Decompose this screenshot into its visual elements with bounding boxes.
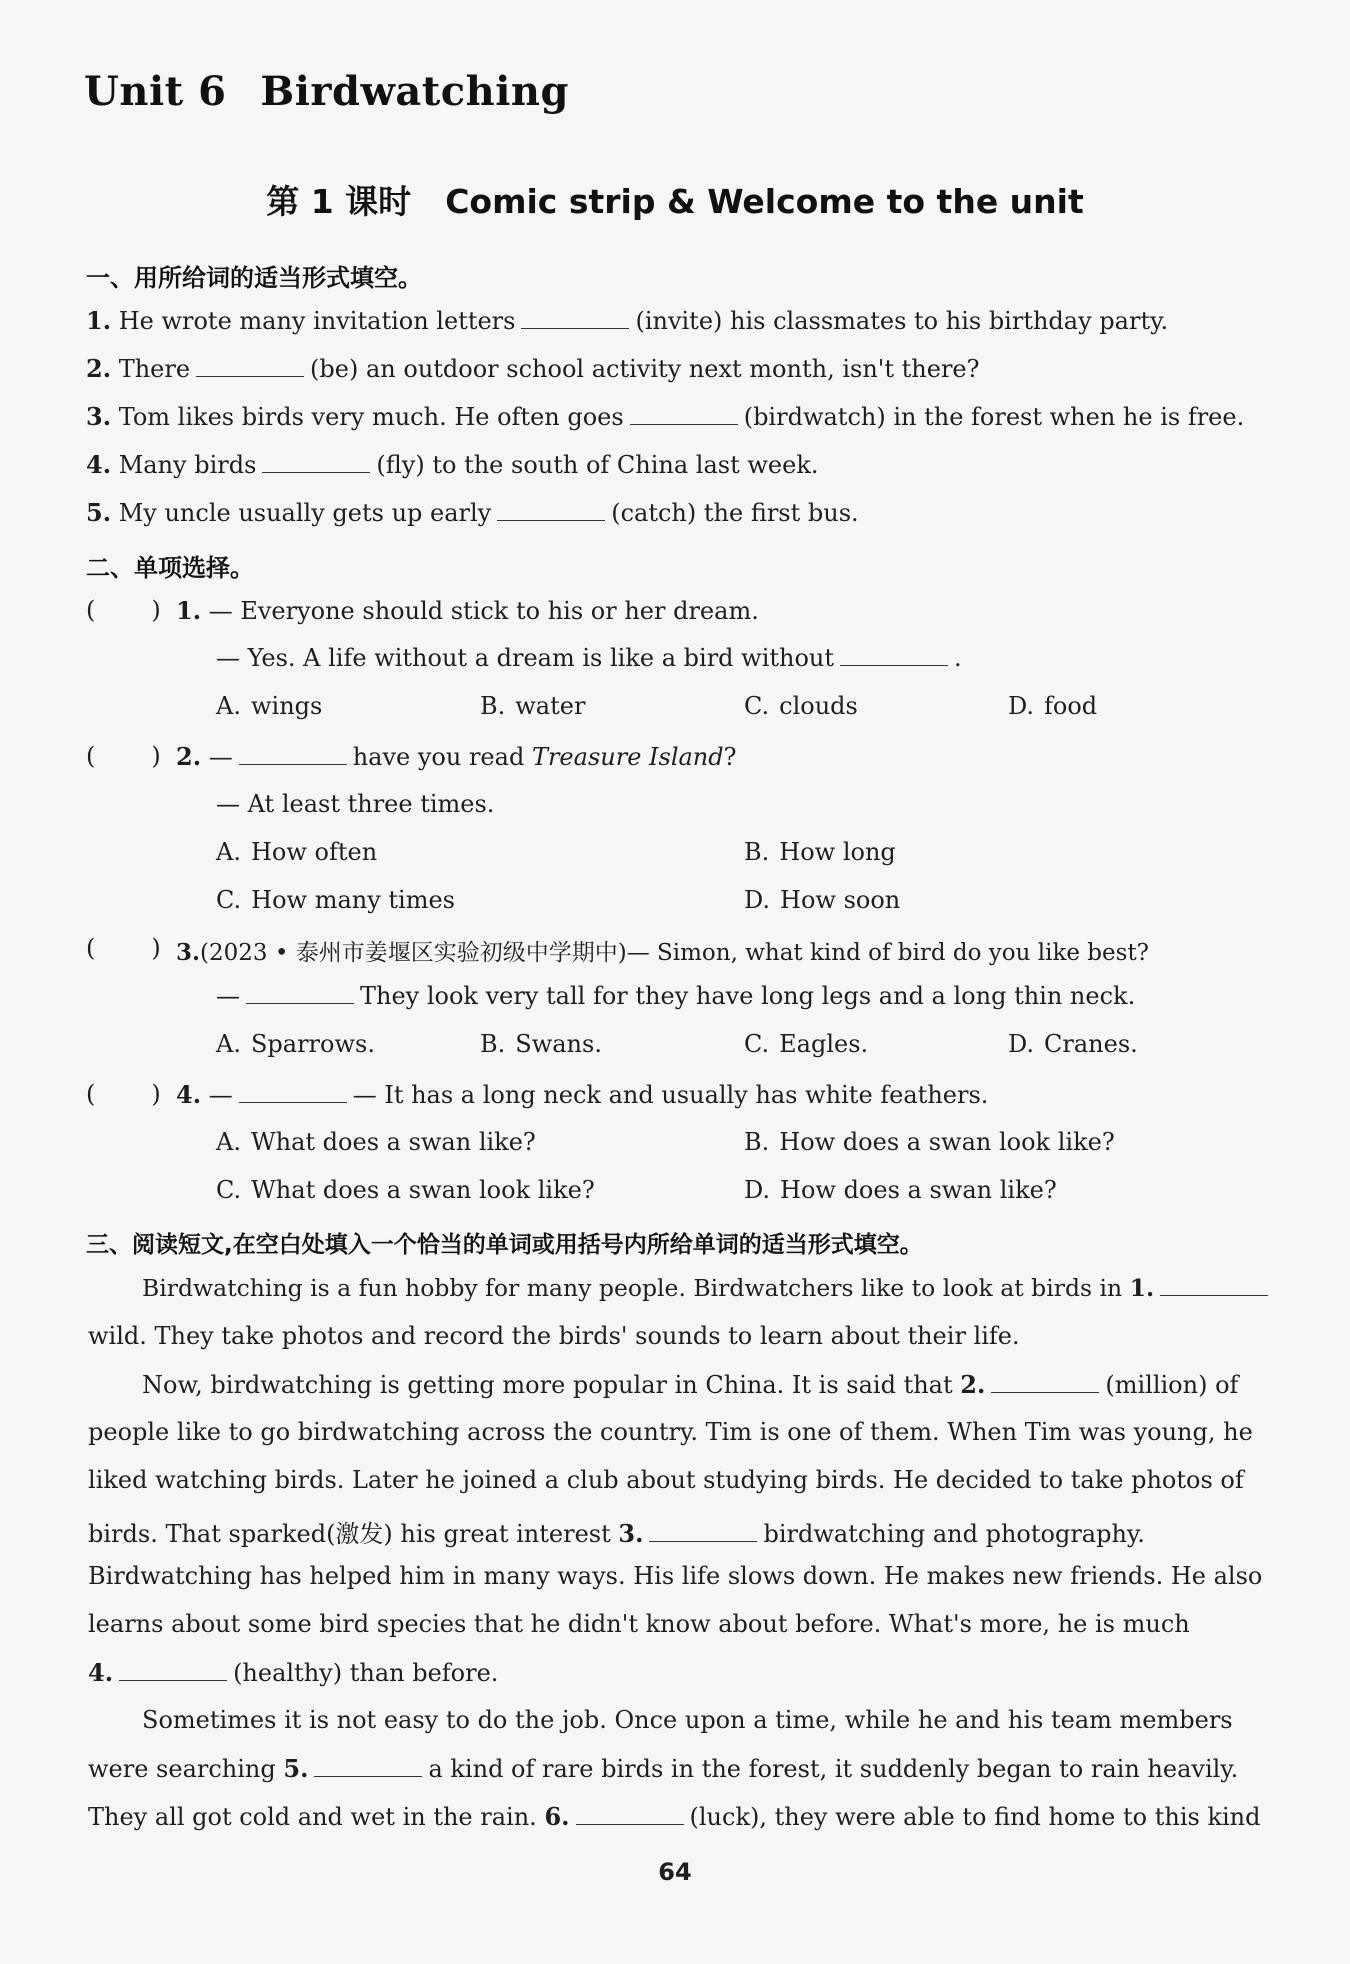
passage-p2-line7 xyxy=(88,1658,498,1687)
option-a[interactable] xyxy=(216,692,322,720)
option-label: A. xyxy=(216,1128,241,1156)
unit-name: Birdwatching xyxy=(260,68,569,115)
passage-p3-line3 xyxy=(88,1802,1261,1831)
lesson-name: Comic strip & Welcome to the unit xyxy=(445,182,1084,221)
option-text: How does a swan like? xyxy=(780,1176,1057,1204)
mc-q3-line1 xyxy=(176,934,1149,967)
answer-bracket-q2[interactable]: ( ) xyxy=(86,742,161,770)
passage-text: Birdwatching is a fun hobby for many people. Birdwatchers like to look at birds in xyxy=(142,1274,1123,1302)
question-text: — Yes. A life without a dream is like a bird without xyxy=(216,644,835,672)
option-c[interactable] xyxy=(216,1176,595,1204)
answer-blank[interactable] xyxy=(630,423,738,425)
answer-blank[interactable] xyxy=(119,1679,227,1681)
fill-item-2 xyxy=(86,354,980,383)
dash: — xyxy=(208,743,233,771)
passage-p2-line4 xyxy=(88,1514,1145,1549)
question-number: 4. xyxy=(176,1080,202,1109)
item-text-before: Many birds xyxy=(118,451,257,479)
question-source: (2023 • 泰州市姜堰区实验初级中学期中) xyxy=(200,940,627,966)
option-text: wings xyxy=(250,692,323,720)
answer-blank[interactable] xyxy=(991,1391,1099,1393)
lesson-label: 第 1 课时 xyxy=(266,182,412,221)
fill-item-5 xyxy=(86,498,859,527)
item-text-before: There xyxy=(118,355,191,383)
question-text: — Everyone should stick to his or her dream. xyxy=(208,597,759,625)
passage-text: a kind of rare birds in the forest, it suddenly began to rain heavily. xyxy=(428,1755,1239,1783)
option-text: food xyxy=(1044,692,1098,720)
passage-text: (healthy) than before. xyxy=(233,1659,499,1687)
option-text: water xyxy=(515,692,586,720)
item-number: 3. xyxy=(86,402,112,431)
blank-number: 3. xyxy=(618,1519,644,1548)
punctuation: ? xyxy=(723,743,737,771)
blank-number: 2. xyxy=(960,1370,986,1399)
mc-q2-line2: — At least three times. xyxy=(216,790,495,818)
unit-label: Unit 6 xyxy=(84,68,227,115)
answer-blank[interactable] xyxy=(840,664,948,666)
question-number: 2. xyxy=(176,742,202,771)
answer-blank[interactable] xyxy=(649,1540,757,1542)
option-label: D. xyxy=(1008,1030,1035,1058)
option-b[interactable] xyxy=(480,692,585,720)
mc-q4-line1 xyxy=(176,1080,988,1109)
mc-q3-line2 xyxy=(216,982,1135,1010)
option-text: How often xyxy=(250,838,378,866)
option-d[interactable] xyxy=(744,1176,1057,1204)
passage-p3-line1: Sometimes it is not easy to do the job. Once upon a time, while he and his team members xyxy=(142,1706,1233,1734)
option-label: A. xyxy=(216,1030,241,1058)
item-text-after: (birdwatch) in the forest when he is free. xyxy=(743,403,1245,431)
option-text: Eagles. xyxy=(779,1030,869,1058)
fill-item-4 xyxy=(86,450,819,479)
option-d[interactable] xyxy=(1008,1030,1138,1058)
page-number: 64 xyxy=(658,1858,692,1886)
option-text: How many times xyxy=(251,886,455,914)
fill-item-1 xyxy=(86,306,1168,335)
option-c[interactable] xyxy=(744,1030,868,1058)
option-b[interactable] xyxy=(744,1128,1115,1156)
question-text: — Simon, what kind of bird do you like best? xyxy=(626,940,1150,966)
answer-blank[interactable] xyxy=(262,471,370,473)
passage-p1-line2: wild. They take photos and record the birds' sounds to learn about their life. xyxy=(88,1322,1020,1350)
blank-number: 5. xyxy=(283,1754,309,1783)
option-text: clouds xyxy=(779,692,858,720)
answer-blank[interactable] xyxy=(239,1101,347,1103)
option-text: Cranes. xyxy=(1044,1030,1138,1058)
item-number: 4. xyxy=(86,450,112,479)
passage-p2-line2: people like to go birdwatching across the country. Tim is one of them. When Tim was young, he xyxy=(88,1418,1253,1446)
option-label: D. xyxy=(1008,692,1035,720)
unit-title xyxy=(84,68,569,115)
lesson-title xyxy=(0,176,1350,223)
dash: — xyxy=(216,982,240,1010)
option-label: C. xyxy=(744,1030,770,1058)
answer-blank[interactable] xyxy=(576,1823,684,1825)
answer-blank[interactable] xyxy=(314,1775,422,1777)
answer-bracket-q1[interactable]: ( ) xyxy=(86,596,161,624)
option-d[interactable] xyxy=(744,886,900,914)
item-text-after: (fly) to the south of China last week. xyxy=(376,451,819,479)
option-label: C. xyxy=(216,886,242,914)
passage-text: were searching xyxy=(88,1755,276,1783)
passage-text: (million) of xyxy=(1105,1371,1239,1399)
answer-blank[interactable] xyxy=(521,327,629,329)
question-text: have you read xyxy=(352,743,525,771)
passage-text: They all got cold and wet in the rain. xyxy=(88,1803,537,1831)
option-c[interactable] xyxy=(744,692,858,720)
option-label: D. xyxy=(744,1176,771,1204)
item-text-after: (be) an outdoor school activity next month, isn't there? xyxy=(310,355,980,383)
option-label: B. xyxy=(480,1030,506,1058)
option-text: How soon xyxy=(780,886,901,914)
passage-p3-line2 xyxy=(88,1754,1238,1783)
question-number: 3. xyxy=(176,939,201,966)
option-a[interactable] xyxy=(216,1128,536,1156)
option-label: A. xyxy=(216,692,241,720)
answer-bracket-q4[interactable]: ( ) xyxy=(86,1080,161,1108)
option-text: Swans. xyxy=(515,1030,602,1058)
section2-heading: 二、单项选择。 xyxy=(86,554,254,582)
blank-number: 4. xyxy=(88,1658,114,1687)
option-text: Sparrows. xyxy=(250,1030,375,1058)
question-number: 1. xyxy=(176,596,202,625)
answer-blank[interactable] xyxy=(196,375,304,377)
punctuation: . xyxy=(954,644,962,672)
passage-text: Now, birdwatching is getting more popular in China. It is said that xyxy=(142,1371,953,1399)
option-label: C. xyxy=(744,692,770,720)
option-a[interactable] xyxy=(216,838,377,866)
option-a[interactable] xyxy=(216,1030,375,1058)
section1-heading: 一、用所给词的适当形式填空。 xyxy=(86,264,422,292)
item-text-before: My uncle usually gets up early xyxy=(118,499,492,527)
blank-number: 1. xyxy=(1129,1274,1155,1302)
option-c[interactable] xyxy=(216,886,455,914)
mc-q1-line2 xyxy=(216,644,962,672)
book-title: Treasure Island xyxy=(531,743,724,771)
item-number: 2. xyxy=(86,354,112,383)
option-label: C. xyxy=(216,1176,242,1204)
mc-q1-line1 xyxy=(176,596,759,625)
option-label: B. xyxy=(480,692,506,720)
option-text: What does a swan look like? xyxy=(251,1176,595,1204)
option-d[interactable] xyxy=(1008,692,1097,720)
item-number: 1. xyxy=(86,306,112,335)
section3-heading: 三、阅读短文,在空白处填入一个恰当的单词或用括号内所给单词的适当形式填空。 xyxy=(86,1232,923,1258)
item-text-before: He wrote many invitation letters xyxy=(118,307,516,335)
passage-text: birdwatching and photography. xyxy=(763,1520,1145,1548)
question-text: They look very tall for they have long legs and a long thin neck. xyxy=(360,982,1136,1010)
option-text: How does a swan look like? xyxy=(779,1128,1115,1156)
option-label: A. xyxy=(216,838,241,866)
option-text: What does a swan like? xyxy=(250,1128,536,1156)
dash: — xyxy=(208,1081,233,1109)
answer-blank[interactable] xyxy=(497,519,605,521)
answer-blank[interactable] xyxy=(239,763,347,765)
passage-p2-line1 xyxy=(142,1370,1238,1399)
option-text: How long xyxy=(779,838,896,866)
answer-blank[interactable] xyxy=(246,1002,354,1004)
option-label: D. xyxy=(744,886,771,914)
option-b[interactable] xyxy=(744,838,896,866)
option-label: B. xyxy=(744,838,770,866)
answer-blank[interactable] xyxy=(1160,1294,1268,1296)
passage-text: (luck), they were able to find home to this kind xyxy=(689,1803,1261,1831)
passage-p1-line1 xyxy=(142,1274,1274,1302)
item-text-after: (catch) the first bus. xyxy=(611,499,859,527)
mc-q2-line1 xyxy=(176,742,737,771)
passage-p2-line3: liked watching birds. Later he joined a club about studying birds. He decided to take photos of xyxy=(88,1466,1244,1494)
answer-bracket-q3[interactable]: ( ) xyxy=(86,934,161,962)
item-text-after: (invite) his classmates to his birthday party. xyxy=(635,307,1169,335)
item-number: 5. xyxy=(86,498,112,527)
passage-p2-line5: Birdwatching has helped him in many ways. His life slows down. He makes new friends. He also xyxy=(88,1562,1263,1590)
option-label: B. xyxy=(744,1128,770,1156)
item-text-before: Tom likes birds very much. He often goes xyxy=(118,403,624,431)
fill-item-3 xyxy=(86,402,1244,431)
blank-number: 6. xyxy=(544,1802,570,1831)
passage-p2-line6: learns about some bird species that he didn't know about before. What's more, he is much xyxy=(88,1610,1190,1638)
passage-text: birds. That sparked(激发) his great interest xyxy=(88,1520,611,1548)
question-text: — It has a long neck and usually has white feathers. xyxy=(352,1081,989,1109)
option-b[interactable] xyxy=(480,1030,602,1058)
